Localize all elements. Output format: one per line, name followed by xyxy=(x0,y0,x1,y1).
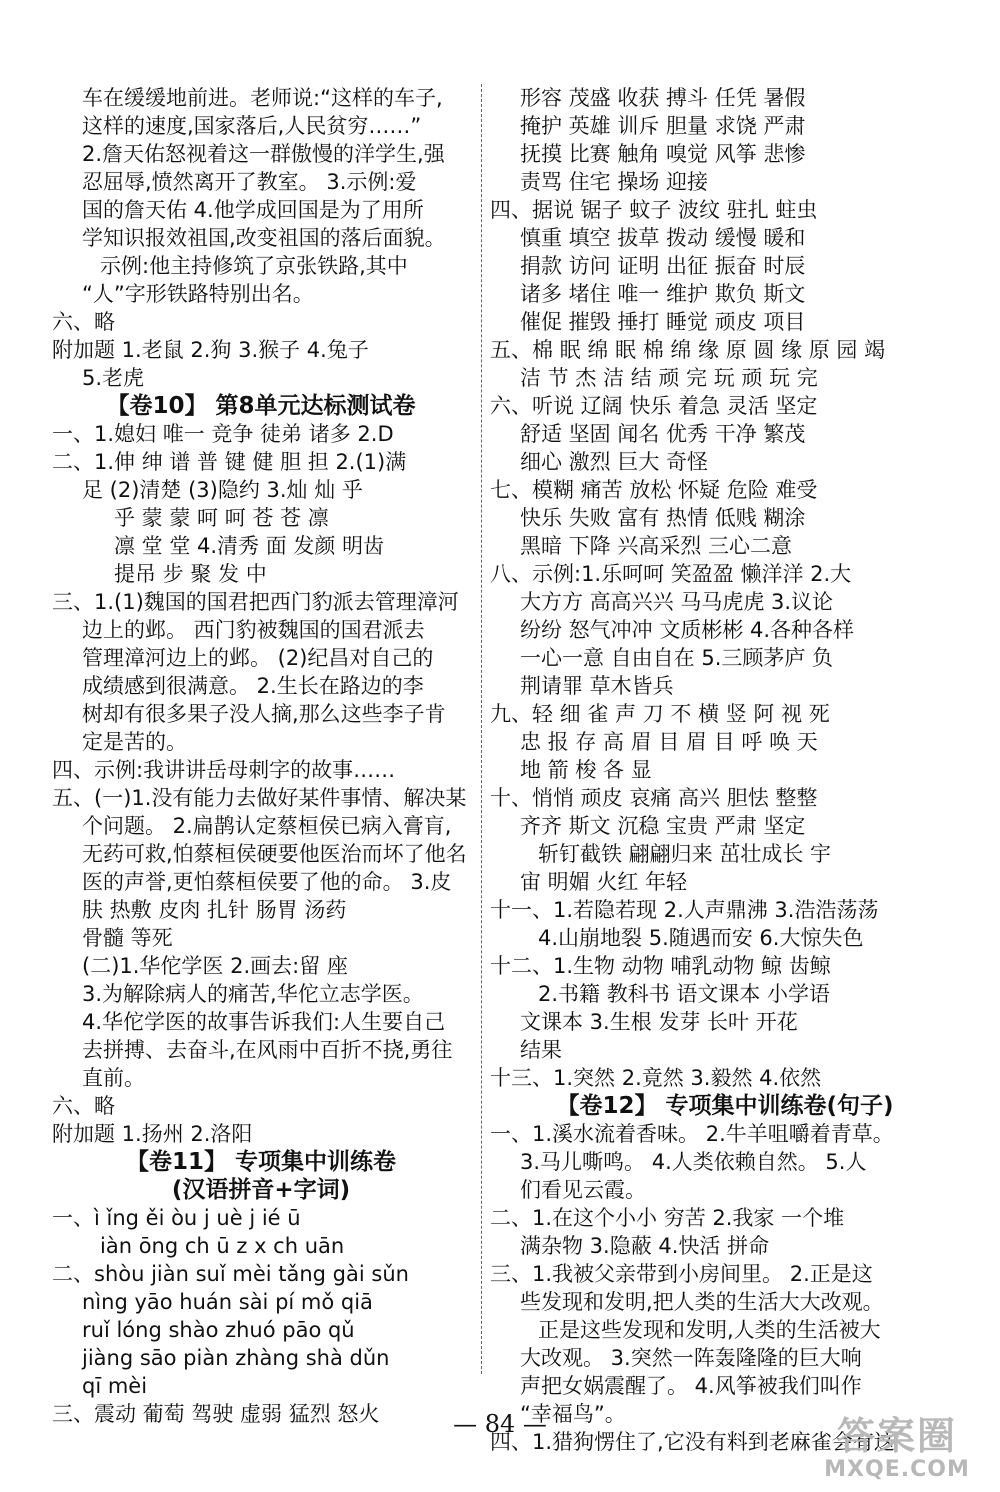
text-line: 3.马儿嘶鸣。 4.人类依赖自然。 5.人 xyxy=(520,1150,867,1174)
text-line: 三、1.(1)魏国的国君把西门豹派去管理漳河 xyxy=(52,590,459,614)
right-column xyxy=(490,84,960,1456)
text-line: 车在缓缓地前进。老师说:“这样的车子, xyxy=(82,86,443,110)
text-line: 十一、1.若隐若现 2.人声鼎沸 3.浩浩荡荡 xyxy=(490,898,879,922)
text-line: 十二、1.生物 动物 哺乳动物 鲸 齿鲸 xyxy=(490,954,831,978)
text-line: 骨髓 等死 xyxy=(82,926,173,950)
text-line: 大方方 高高兴兴 马马虎虎 3.议论 xyxy=(520,590,834,614)
text-line: ruǐ lóng shào zhuó pāo qǔ xyxy=(82,1318,355,1342)
text-line: 4.山崩地裂 5.随遇而安 6.大惊失色 xyxy=(538,926,864,950)
text-line: 四、据说 锯子 蚊子 波纹 驻扎 蛀虫 xyxy=(490,198,818,222)
text-line: 附加题 1.老鼠 2.狗 3.猴子 4.兔子 xyxy=(52,338,369,362)
text-line: 形容 茂盛 收获 搏斗 任凭 暑假 xyxy=(520,86,806,110)
text-line: 2.詹天佑怒视着这一群傲慢的洋学生,强 xyxy=(82,142,445,166)
text-line: 边上的邺。 西门豹被魏国的国君派去 xyxy=(82,618,425,642)
text-line: 二、shòu jiàn suǐ mèi tǎng gài sǔn xyxy=(52,1262,409,1286)
text-line: 十、悄悄 顽皮 哀痛 高兴 胆怯 整整 xyxy=(490,786,818,810)
text-line: 六、听说 辽阔 快乐 着急 灵活 坚定 xyxy=(490,394,818,418)
text-line: 一、ì ǐng ěi òu j uè j ié ū xyxy=(52,1206,301,1230)
left-column xyxy=(52,84,470,1428)
text-line: 3.为解除病人的痛苦,华佗立志学医。 xyxy=(82,982,424,1006)
text-line: qī mèi xyxy=(82,1374,148,1398)
text-line: 【卷12】 专项集中训练卷(句子) xyxy=(556,1093,894,1119)
text-line: 学知识报效祖国,改变祖国的落后面貌。 xyxy=(82,226,446,250)
column-divider xyxy=(481,84,483,1374)
text-line: iàn ōng ch ū z x ch uān xyxy=(100,1234,345,1258)
text-line: 责骂 住宅 操场 迎接 xyxy=(520,170,709,194)
text-line: 纷纷 怒气冲冲 文质彬彬 4.各种各样 xyxy=(520,618,855,642)
text-line: 【卷11】 专项集中训练卷 xyxy=(125,1149,396,1175)
text-line: (汉语拼音+字词) xyxy=(171,1177,351,1203)
text-line: 诸多 堵住 唯一 维护 欺负 斯文 xyxy=(520,282,806,306)
text-line: 成绩感到很满意。 2.生长在路边的李 xyxy=(82,674,424,698)
text-line: 二、1.伸 绅 谱 普 键 健 胆 担 2.(1)满 xyxy=(52,450,407,474)
text-line: 直前。 xyxy=(82,1066,145,1090)
text-line: nìng yāo huán sài pí mǒ qiā xyxy=(82,1290,373,1314)
text-line: 满杂物 3.隐蔽 4.快活 拼命 xyxy=(520,1234,770,1258)
text-line: 一、1.媳妇 唯一 竞争 徒弟 诸多 2.D xyxy=(52,422,394,446)
text-line: 些发现和发明,把人类的生活大大改观。 xyxy=(520,1290,884,1314)
text-line: 荆请罪 草木皆兵 xyxy=(520,674,674,698)
text-line: 5.老虎 xyxy=(82,366,145,390)
text-line: 国的詹天佑 4.他学成回国是为了用所 xyxy=(82,198,424,222)
text-line: 2.书籍 教科书 语文课本 小学语 xyxy=(538,982,831,1006)
text-line: jiàng sāo piàn zhàng shà dǔn xyxy=(82,1346,390,1370)
text-line: 五、(一)1.没有能力去做好某件事情、解决某 xyxy=(52,786,467,810)
text-line: 们看见云霞。 xyxy=(520,1178,646,1202)
text-line: 无药可救,怕蔡桓侯硬要他医治而坏了他名 xyxy=(82,842,467,866)
text-line: 齐齐 斯文 沉稳 宝贵 严肃 坚定 xyxy=(520,814,806,838)
text-line: 六、略 xyxy=(52,310,115,334)
text-line: 捐款 访问 证明 出征 振奋 时辰 xyxy=(520,254,806,278)
text-line: 文课本 3.生根 发芽 长叶 开花 xyxy=(520,1010,798,1034)
text-line: 二、1.在这个小小 穷苦 2.我家 一个堆 xyxy=(490,1206,845,1230)
text-line: 凛 堂 堂 4.清秀 面 发颜 明齿 xyxy=(114,534,385,558)
text-line: “人”字形铁路特别出名。 xyxy=(82,282,314,306)
text-line: 斩钉截铁 翩翩归来 茁壮成长 宇 xyxy=(538,842,832,866)
text-line: 十三、1.突然 2.竟然 3.毅然 4.依然 xyxy=(490,1066,822,1090)
watermark-url: MXQE.COM xyxy=(824,1457,970,1482)
text-line: 这样的速度,国家落后,人民贫穷……” xyxy=(82,114,422,138)
text-line: 一心一意 自由自在 5.三顾茅庐 负 xyxy=(520,646,834,670)
text-line: 地 箭 梭 各 显 xyxy=(520,758,652,782)
text-line: 肤 热敷 皮肉 扎针 肠胃 汤药 xyxy=(82,898,347,922)
text-line: 四、1.猎狗愣住了,它没有料到老麻雀会有这 xyxy=(490,1430,895,1454)
text-line: 慎重 填空 拔草 拨动 缓慢 暖和 xyxy=(520,226,806,250)
text-line: 大改观。 3.突然一阵轰隆隆的巨大响 xyxy=(520,1346,862,1370)
text-line: 舒适 坚固 闻名 优秀 干净 繁茂 xyxy=(520,422,806,446)
text-line: 树却有很多果子没人摘,那么这些李子肯 xyxy=(82,702,446,726)
text-line: 声把女娲震醒了。 4.风筝被我们叫作 xyxy=(520,1374,862,1398)
text-line: 细心 激烈 巨大 奇怪 xyxy=(520,450,709,474)
text-line: 三、1.我被父亲带到小房间里。 2.正是这 xyxy=(490,1262,873,1286)
watermark-logo xyxy=(812,1414,982,1486)
text-line: 洁 节 杰 洁 结 顽 完 玩 顽 玩 完 xyxy=(520,366,818,390)
text-line: 4.华佗学医的故事告诉我们:人生要自己 xyxy=(82,1010,446,1034)
text-line: 五、棉 眠 绵 眠 棉 绵 缘 原 圆 缘 原 园 竭 xyxy=(490,338,886,362)
watermark-title: 答案圈 xyxy=(836,1414,957,1458)
text-line: 抚摸 比赛 触角 嗅觉 风筝 悲惨 xyxy=(520,142,806,166)
text-line: 结果 xyxy=(520,1038,562,1062)
text-line: 三、震动 葡萄 驾驶 虚弱 猛烈 怒火 xyxy=(52,1402,380,1426)
text-line: 管理漳河边上的邺。 (2)纪昌对自己的 xyxy=(82,646,434,670)
text-line: 乎 蒙 蒙 呵 呵 苍 苍 凛 xyxy=(114,506,329,530)
text-line: “幸福鸟”。 xyxy=(520,1402,626,1426)
text-line: 九、轻 细 雀 声 刀 不 横 竖 阿 视 死 xyxy=(490,702,830,726)
text-line: 去拼搏、去奋斗,在风雨中百折不挠,勇往 xyxy=(82,1038,453,1062)
text-line: 催促 摧毁 捶打 睡觉 顽皮 项目 xyxy=(520,310,806,334)
text-line: 医的声誉,更怕蔡桓侯要了他的命。 3.皮 xyxy=(82,870,452,894)
text-line: 定是苦的。 xyxy=(82,730,187,754)
text-line: 个问题。 2.扁鹊认定蔡桓侯已病入膏肓, xyxy=(82,814,452,838)
text-line: 八、示例:1.乐呵呵 笑盈盈 懒洋洋 2.大 xyxy=(490,562,852,586)
text-line: 足 (2)清楚 (3)隐约 3.灿 灿 乎 xyxy=(82,478,363,502)
text-line: 提吊 步 聚 发 中 xyxy=(114,562,267,586)
text-line: 忠 报 存 高 眉 目 眉 目 呼 唤 天 xyxy=(520,730,818,754)
text-line: 四、示例:我讲讲岳母刺字的故事…… xyxy=(52,758,396,782)
text-line: (二)1.华佗学医 2.画去:留 座 xyxy=(82,954,348,978)
text-line: 正是这些发现和发明,人类的生活被大 xyxy=(538,1318,881,1342)
text-line: 【卷10】 第8单元达标测试卷 xyxy=(106,393,416,419)
text-line: 附加题 1.扬州 2.洛阳 xyxy=(52,1122,253,1146)
page-number: — 84 — xyxy=(453,1410,547,1438)
text-line: 示例:他主持修筑了京张铁路,其中 xyxy=(100,254,408,278)
text-line: 黑暗 下降 兴高采烈 三心二意 xyxy=(520,534,793,558)
text-line: 忍屈辱,愤然离开了教室。 3.示例:爱 xyxy=(82,170,417,194)
text-line: 宙 明媚 火红 年轻 xyxy=(520,870,688,894)
text-line: 六、略 xyxy=(52,1094,115,1118)
text-line: 七、模糊 痛苦 放松 怀疑 危险 难受 xyxy=(490,478,818,502)
text-line: 快乐 失败 富有 热情 低贱 糊涂 xyxy=(520,506,806,530)
text-line: 一、1.溪水流着香味。 2.牛羊咀嚼着青草。 xyxy=(490,1122,894,1146)
text-line: 掩护 英雄 训斥 胆量 求饶 严肃 xyxy=(520,114,806,138)
